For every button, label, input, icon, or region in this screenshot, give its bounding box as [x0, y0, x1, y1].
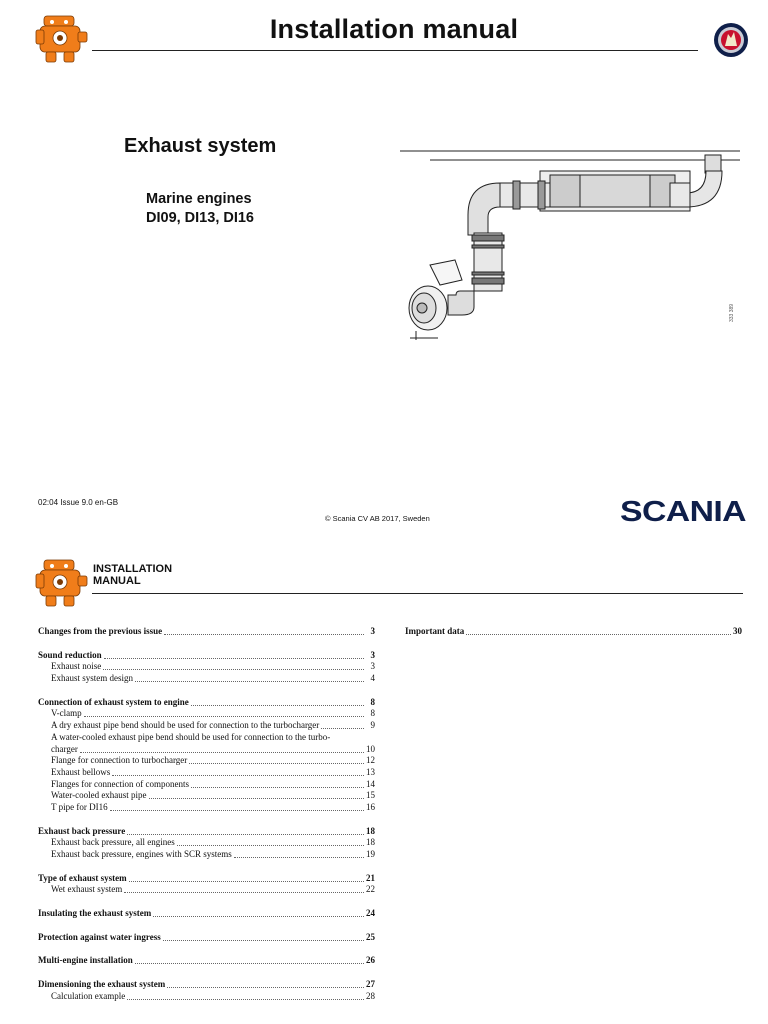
toc-entry[interactable] — [38, 779, 375, 791]
toc-right-column — [405, 626, 742, 638]
toc-entry-page: 9 — [370, 720, 375, 731]
toc-entry-title: Exhaust system design — [51, 673, 133, 684]
toc-gap — [38, 638, 375, 650]
toc-leader-dots — [127, 991, 364, 1000]
toc-entry[interactable] — [38, 661, 375, 673]
toc-entry[interactable] — [38, 720, 375, 732]
toc-entry-page: 12 — [366, 755, 375, 766]
toc-entry-page: 19 — [366, 849, 375, 859]
toc-entry-page: 24 — [366, 908, 375, 919]
toc-entry-title: Important data — [405, 626, 465, 636]
toc-leader-dots — [103, 661, 364, 670]
toc-entry-title: Dimensioning the exhaust system — [38, 979, 166, 990]
toc-entry-page: 18 — [366, 825, 375, 836]
toc-leader-dots — [124, 884, 364, 893]
toc-entry-title: Exhaust back pressure, all engines — [51, 837, 175, 848]
toc-leader-dots — [135, 673, 364, 682]
toc-entry-title: Connection of exhaust system to engine — [38, 696, 189, 707]
toc-entry[interactable] — [38, 673, 375, 685]
griffin-emblem-icon — [712, 20, 750, 60]
toc-leader-dots — [149, 790, 364, 799]
toc-entry[interactable] — [38, 755, 375, 767]
toc-entry-title: Changes from the previous issue — [38, 626, 163, 636]
toc-left-column — [38, 626, 375, 1003]
toc-entry-page: 28 — [366, 990, 375, 1001]
engine-mascot-icon — [34, 556, 90, 610]
toc-leader-dots — [163, 932, 364, 941]
toc-entry-page: 3 — [370, 649, 375, 660]
toc-gap — [38, 685, 375, 697]
toc-leader-dots — [466, 626, 731, 635]
toc-entry-title: Flange for connection to turbocharger — [51, 755, 188, 766]
toc-entry-page: 18 — [366, 837, 375, 848]
toc-entry-title: Multi-engine installation — [38, 955, 133, 966]
toc-entry[interactable] — [38, 767, 375, 779]
copyright: © Scania CV AB 2017, Sweden — [325, 514, 430, 523]
toc-entry-title: Type of exhaust system — [38, 872, 127, 883]
toc-entry-page: 4 — [370, 673, 375, 684]
document-subtitle — [146, 190, 254, 228]
toc-entry[interactable] — [38, 991, 375, 1003]
title-rule — [92, 50, 698, 51]
toc-entry[interactable] — [38, 790, 375, 802]
toc-entry-title: Wet exhaust system — [51, 884, 123, 895]
toc-entry-page: 3 — [370, 626, 375, 636]
toc-entry-title: Flanges for connection of components — [51, 778, 189, 789]
toc-entry-page: 30 — [733, 626, 742, 636]
toc-leader-dots — [104, 650, 364, 659]
toc-leader-dots — [189, 755, 364, 764]
toc-gap — [38, 861, 375, 873]
toc-entry-page: 8 — [370, 696, 375, 707]
toc-entry[interactable] — [38, 732, 375, 744]
toc-gap — [38, 896, 375, 908]
toc-entry-page: 25 — [366, 931, 375, 942]
toc-leader-dots — [234, 849, 364, 858]
toc-entry-title: Exhaust bellows — [51, 766, 111, 777]
toc-entry[interactable] — [38, 744, 375, 756]
toc-entry-title: Calculation example — [51, 990, 126, 1001]
toc-heading-entry[interactable] — [405, 626, 742, 638]
toc-entry-title: A dry exhaust pipe bend should be used for connection to the turbocharger — [51, 720, 320, 731]
toc-heading-entry[interactable] — [38, 873, 375, 885]
toc-entry-page: 27 — [366, 979, 375, 990]
toc-heading-entry[interactable] — [38, 626, 375, 638]
page-title: Installation manual — [269, 14, 519, 44]
toc-gap — [38, 967, 375, 979]
toc-entry[interactable] — [38, 884, 375, 896]
toc-entry-title: Exhaust noise — [51, 661, 102, 672]
toc-gap — [38, 943, 375, 955]
toc-entry[interactable] — [38, 837, 375, 849]
toc-entry[interactable] — [38, 802, 375, 814]
toc-entry-title: V-clamp — [51, 708, 82, 719]
toc-leader-dots — [321, 720, 364, 729]
toc-leader-dots — [84, 708, 364, 717]
drawing-code: 333 389 — [729, 303, 735, 322]
toc-entry-page: 14 — [366, 778, 375, 789]
subtitle-line-1: Marine engines — [146, 191, 252, 207]
toc-leader-dots — [135, 955, 364, 964]
toc-entry-page: 21 — [366, 872, 375, 883]
toc-leader-dots — [177, 837, 364, 846]
scania-wordmark — [619, 496, 747, 526]
toc-entry-title: Exhaust back pressure, engines with SCR systems — [51, 849, 232, 859]
toc-entry[interactable] — [38, 849, 375, 861]
section-header — [93, 563, 172, 587]
toc-entry-title: Protection against water ingress — [38, 931, 161, 942]
toc-entry-page: 3 — [370, 661, 375, 672]
toc-leader-dots — [80, 744, 364, 753]
toc-heading-entry[interactable] — [38, 908, 375, 920]
toc-entry-page: 13 — [366, 766, 375, 777]
toc-heading-entry[interactable] — [38, 697, 375, 709]
toc-entry-page: 16 — [366, 801, 375, 812]
toc-leader-dots — [191, 697, 364, 706]
section-rule — [92, 593, 743, 594]
toc-leader-dots — [164, 626, 364, 635]
toc-gap — [38, 920, 375, 932]
toc-entry[interactable] — [38, 708, 375, 720]
toc-entry-title: Sound reduction — [38, 649, 102, 660]
toc-leader-dots — [153, 908, 364, 917]
toc-leader-dots — [110, 802, 364, 811]
section-header-line-2: MANUAL — [93, 575, 141, 587]
toc-gap — [38, 814, 375, 826]
brand-text: SCANIA — [620, 496, 747, 526]
toc-entry-title: A water-cooled exhaust pipe bend should be used for connection to the turbo- — [51, 731, 331, 742]
exhaust-system-drawing — [400, 145, 745, 345]
toc-heading-entry[interactable] — [38, 979, 375, 991]
toc-entry-page: 8 — [370, 708, 375, 719]
toc-entry-title: Insulating the exhaust system — [38, 908, 152, 919]
subtitle-line-2: DI09, DI13, DI16 — [146, 210, 254, 226]
toc-leader-dots — [129, 873, 364, 882]
toc-leader-dots — [191, 779, 364, 788]
toc-entry-page: 26 — [366, 955, 375, 966]
toc-entry-page: 10 — [366, 743, 375, 754]
toc-entry-title: T pipe for DI16 — [51, 801, 108, 812]
toc-entry-page: 22 — [366, 884, 375, 895]
section-header-line-1: INSTALLATION — [93, 563, 173, 575]
document-title: Exhaust system — [124, 135, 277, 157]
issue-info: 02:04 Issue 9.0 en-GB — [38, 498, 119, 507]
toc-leader-dots — [127, 826, 364, 835]
toc-heading-entry[interactable] — [38, 932, 375, 944]
toc-entry-title: Water-cooled exhaust pipe — [51, 790, 147, 801]
toc-entry-title: charger — [51, 743, 78, 754]
toc-leader-dots — [112, 767, 364, 776]
toc-entry-page: 15 — [366, 790, 375, 801]
toc-leader-dots — [167, 979, 364, 988]
toc-heading-entry[interactable] — [38, 650, 375, 662]
toc-heading-entry[interactable] — [38, 955, 375, 967]
toc-entry-title: Exhaust back pressure — [38, 825, 126, 836]
toc-heading-entry[interactable] — [38, 826, 375, 838]
